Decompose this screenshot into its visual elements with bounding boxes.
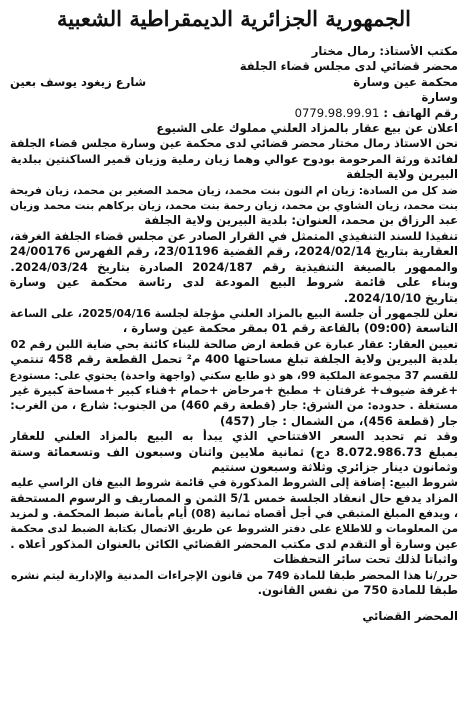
- body-line: تعيين العقار: عقار عبارة عن قطعة ارض صالحة للبناء كائنة بحي ضاية اللبن رقم 02: [10, 337, 458, 351]
- body-line: بلدية البيرين ولاية الجلفة تبلغ مساحتها 400 م² تحمل القطعة رقم 458 تنتمي: [10, 352, 458, 367]
- announcement-body: [10, 121, 458, 599]
- body-line: طبقا للمادة 750 من نفس القانون.: [257, 583, 458, 598]
- body-line: التاسعة (09:00) بالقاعة رقم 01 بمقر محكمة عين وسارة ،: [122, 321, 458, 336]
- office-line: مكتب الأستاذ: رمال مختار: [311, 44, 458, 58]
- phone-line: [10, 106, 458, 121]
- body-line: من المعلومات و للاطلاع على دفتر الشروط عن طريق الاتصال بكتابة الضبط لدى محكمة: [10, 522, 458, 535]
- body-line: نعلن للجمهور أن جلسة البيع بالمزاد العلني مؤجلة لجلسة 2025/04/16، على الساعة: [10, 306, 458, 320]
- body-line: بمبلغ 8.072.986.73 دج) ثمانية ملايين واثنان وسبعون الف وتسعمائة وستة: [10, 444, 458, 459]
- body-line: العقارية بتاريخ 2024/02/14، رقم القضية 23/01196، رقم الفهرس 24/00176: [10, 244, 458, 259]
- body-line: اعلان عن بيع عقار بالمزاد العلني مملوك على الشيوع: [156, 121, 458, 136]
- page-title: الجمهورية الجزائرية الديمقراطية الشعبية: [56, 6, 411, 31]
- body-line: ، ويدفع المبلغ المتبقي في أجل أقصاه ثمانية (08) أيام بأمانة ضبط المحكمة. و لمزيد: [10, 507, 458, 521]
- body-line: لفائدة ورثة المرحومة بودوح عوالي وهما زيان رملية وزيان قمير الساكنتين ببلدية: [10, 151, 458, 166]
- body-line: للقسم 37 مجموعة الملكية 99، هو ذو طابع سكني (واجهة واحدة) يحتوي على: مستودع: [10, 368, 458, 382]
- body-line: بتاريخ 2024/10/10.: [343, 290, 458, 305]
- body-line: وقد تم تحديد السعر الافتتاحي الذي يبدأ به البيع بالمزاد العلني للعقار: [10, 429, 458, 444]
- body-line: المزاد يدفع حال انعقاد الجلسة خمس 5/1 الثمن و المصاريف و الرسوم المستحقة: [10, 490, 458, 505]
- role-line: محضر قضائي لدى مجلس قضاء الجلفة: [239, 59, 458, 74]
- body-line: شروط البيع: إضافة إلى الشروط المذكورة في قائمة شروط البيع فان الراسي عليه: [10, 476, 458, 490]
- body-line: واثباتا لذلك تحت سائر التحفظات: [272, 552, 458, 567]
- body-line: وثمانون دينار جزائري وثلاثة وسبعون سنتيم: [211, 459, 458, 474]
- body-line: جار (قطعة 456)، من الشمال : جار (457): [219, 413, 458, 428]
- body-line: حرر/نا هذا المحضر طبقا للمادة 749 من قانون الإجراءات المدنية والإدارية ليتم نشره: [10, 568, 458, 582]
- body-line: مستغلة . حدوده: من الشرق: جار (قطعة رقم 460) من الجنوب: شارع ، من الغرب:: [10, 399, 458, 413]
- body-line: عين وسارة أو التقدم لدى مكتب المحضر القضائي الكائن بالعنوان المذكور أعلاه .: [10, 537, 458, 551]
- body-line: نحن الاستاذ رمال مختار محضر قضائي لدى محكمة عين وسارة مجلس قضاء الجلفة: [10, 137, 458, 151]
- phone-value: 0779.98.99.91: [294, 105, 380, 120]
- body-line: وبناء على قائمة شروط البيع المودعة لدى رئاسة محكمة عين وسارة: [10, 275, 458, 290]
- street-address: شارع زيغود يوسف بعين: [10, 74, 147, 89]
- body-line: بنت محمد، زيان الشاوي بن محمد، زيان رحمة بنت محمد، زيان بركاهم بنت محمد وزيان: [10, 199, 458, 213]
- signature: المحضر القضائي: [362, 608, 458, 623]
- body-line: +غرفة ضيوف+ غرفتان + مطبخ +مرحاض +حمام +فناء كبير +مساحة كبيرة غير: [10, 382, 458, 397]
- body-line: والممهور بالصيغة التنفيذية رقم 2024/187 الصادرة بتاريخ 2024/03/24.: [10, 259, 458, 274]
- body-line: تنفيذا للسند التنفيذي المتمثل في القرار الصادر عن مجلس قضاء الجلفة الغرفة،: [10, 228, 458, 243]
- phone-label: رقم الهاتف :: [379, 105, 458, 120]
- court-address-line: [10, 75, 458, 90]
- city-line: وسارة: [421, 90, 458, 105]
- body-line: ضد كل من السادة: زيان ام النون بنت محمد، زيان محمد الصغير بن محمد، زيان فريحة: [10, 183, 458, 197]
- body-line: عبد الرزاق بن محمد، العنوان: بلدية البيرين ولاية الجلفة: [144, 213, 458, 228]
- court-name: محكمة عين وسارة: [353, 74, 458, 89]
- body-line: البيرين ولاية الجلفة: [346, 167, 458, 182]
